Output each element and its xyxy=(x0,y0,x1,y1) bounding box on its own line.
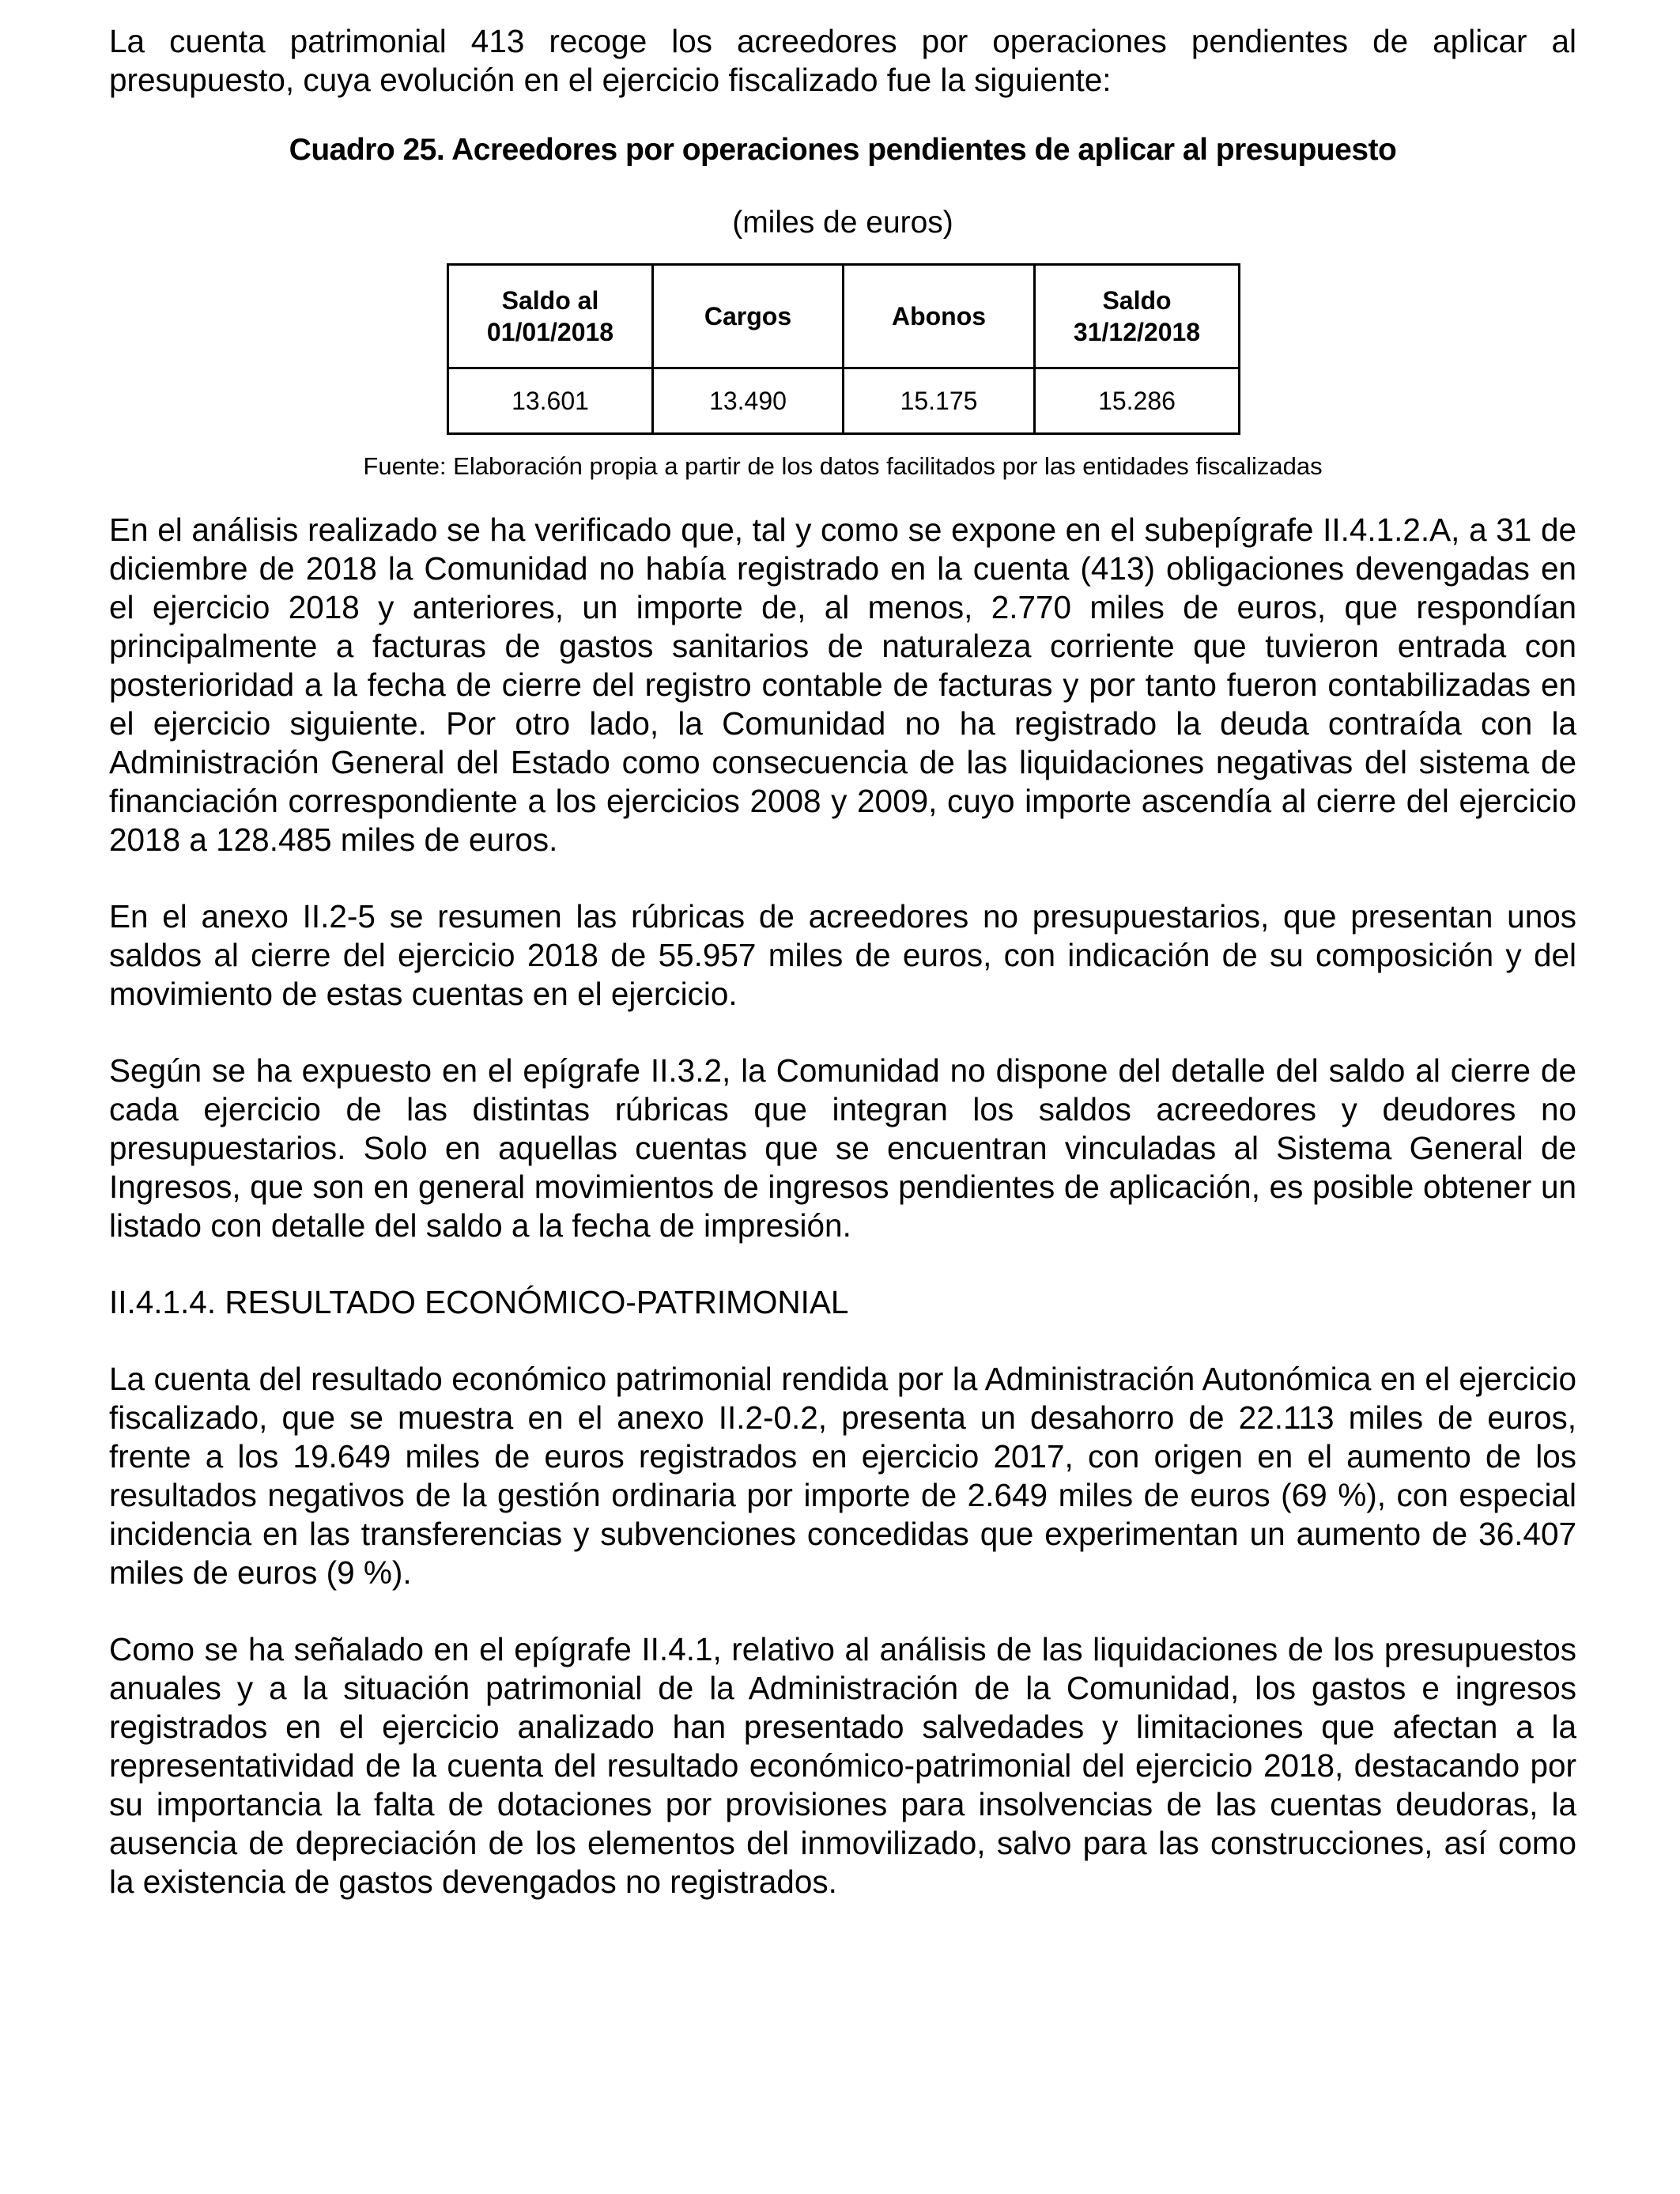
cell-closing-balance: 15.286 xyxy=(1035,368,1240,434)
table-units: (miles de euros) xyxy=(732,206,953,240)
header-credits: Abonos xyxy=(844,265,1035,368)
table-caption: Cuadro 25. Acreedores por operaciones pendientes de aplicar al presupuesto xyxy=(289,133,1397,167)
table-header-row xyxy=(448,265,1240,368)
header-closing-balance: Saldo 31/12/2018 xyxy=(1035,265,1240,368)
result-paragraph: La cuenta del resultado económico patrimonial rendida por la Administración Autonómica en el ejercicio fiscalizado, que se muestra en el anexo II.2-0.2, presenta un desahorro de 22.113 miles de euros, frente a los 19.649 miles de euros registrados en ejercicio 2017, con origen en el aumento de los resultados negativos de la gestión ordinaria por importe de 2.649 miles de euros (69 %), con especial incidencia en las transferencias y subvenciones concedidas que experimentan un aumento de 36.407 miles de euros (9 %). xyxy=(109,1361,1576,1591)
table-source-note: Fuente: Elaboración propia a partir de los datos facilitados por las entidades fiscalizadas xyxy=(363,452,1323,480)
cell-charges: 13.490 xyxy=(653,368,844,434)
cell-credits: 15.175 xyxy=(844,368,1035,434)
header-opening-balance: Saldo al 01/01/2018 xyxy=(448,265,653,368)
annex-paragraph: En el anexo II.2-5 se resumen las rúbricas de acreedores no presupuestarios, que presentan unos saldos al cierre del ejercicio 2018 de 55.957 miles de euros, con indicación de su composición y del movimiento de estas cuentas en el ejercicio. xyxy=(109,898,1576,1012)
cell-opening-balance: 13.601 xyxy=(448,368,653,434)
intro-paragraph: La cuenta patrimonial 413 recoge los acreedores por operaciones pendientes de aplicar al presupuesto, cuya evolución en el ejercicio fiscalizado fue la siguiente: xyxy=(109,23,1576,98)
creditors-table xyxy=(447,263,1240,435)
header-charges: Cargos xyxy=(653,265,844,368)
analysis-paragraph: En el análisis realizado se ha verificado que, tal y como se expone en el subepígrafe II.4.1.2.A, a 31 de diciembre de 2018 la Comunidad no había registrado en la cuenta (413) obligaciones devengadas en el ejercicio 2018 y anteriores, un importe de, al menos, 2.770 miles de euros, que respondían principalmente a facturas de gastos sanitarios de naturaleza corriente que tuvieron entrada con posterioridad a la fecha de cierre del registro contable de facturas y por tanto fueron contabilizadas en el ejercicio siguiente. Por otro lado, la Comunidad no ha registrado la deuda contraída con la Administración General del Estado como consecuencia de las liquidaciones negativas del sistema de financiación correspondiente a los ejercicios 2008 y 2009, cuyo importe ascendía al cierre del ejercicio 2018 a 128.485 miles de euros. xyxy=(109,512,1576,858)
conclusion-paragraph: Como se ha señalado en el epígrafe II.4.1, relativo al análisis de las liquidaciones de los presupuestos anuales y a la situación patrimonial de la Administración de la Comunidad, los gastos e ingresos registrados en el ejercicio analizado han presentado salvedades y limitaciones que afectan a la representatividad de la cuenta del resultado económico-patrimonial del ejercicio 2018, destacando por su importancia la falta de dotaciones por provisiones para insolvencias de las cuentas deudoras, la ausencia de depreciación de los elementos del inmovilizado, salvo para las construcciones, así como la existencia de gastos devengados no registrados. xyxy=(109,1631,1576,1900)
table-row xyxy=(448,368,1240,434)
document-page xyxy=(109,22,1576,1901)
epigraph-paragraph: Según se ha expuesto en el epígrafe II.3.2, la Comunidad no dispone del detalle del saldo al cierre de cada ejercicio de las distintas rúbricas que integran los saldos acreedores y deudores no presupuestarios. Solo en aquellas cuentas que se encuentran vinculadas al Sistema General de Ingresos, que son en general movimientos de ingresos pendientes de aplicación, es posible obtener un listado con detalle del saldo a la fecha de impresión. xyxy=(109,1052,1576,1244)
section-heading: II.4.1.4. RESULTADO ECONÓMICO-PATRIMONIAL xyxy=(109,1284,849,1320)
